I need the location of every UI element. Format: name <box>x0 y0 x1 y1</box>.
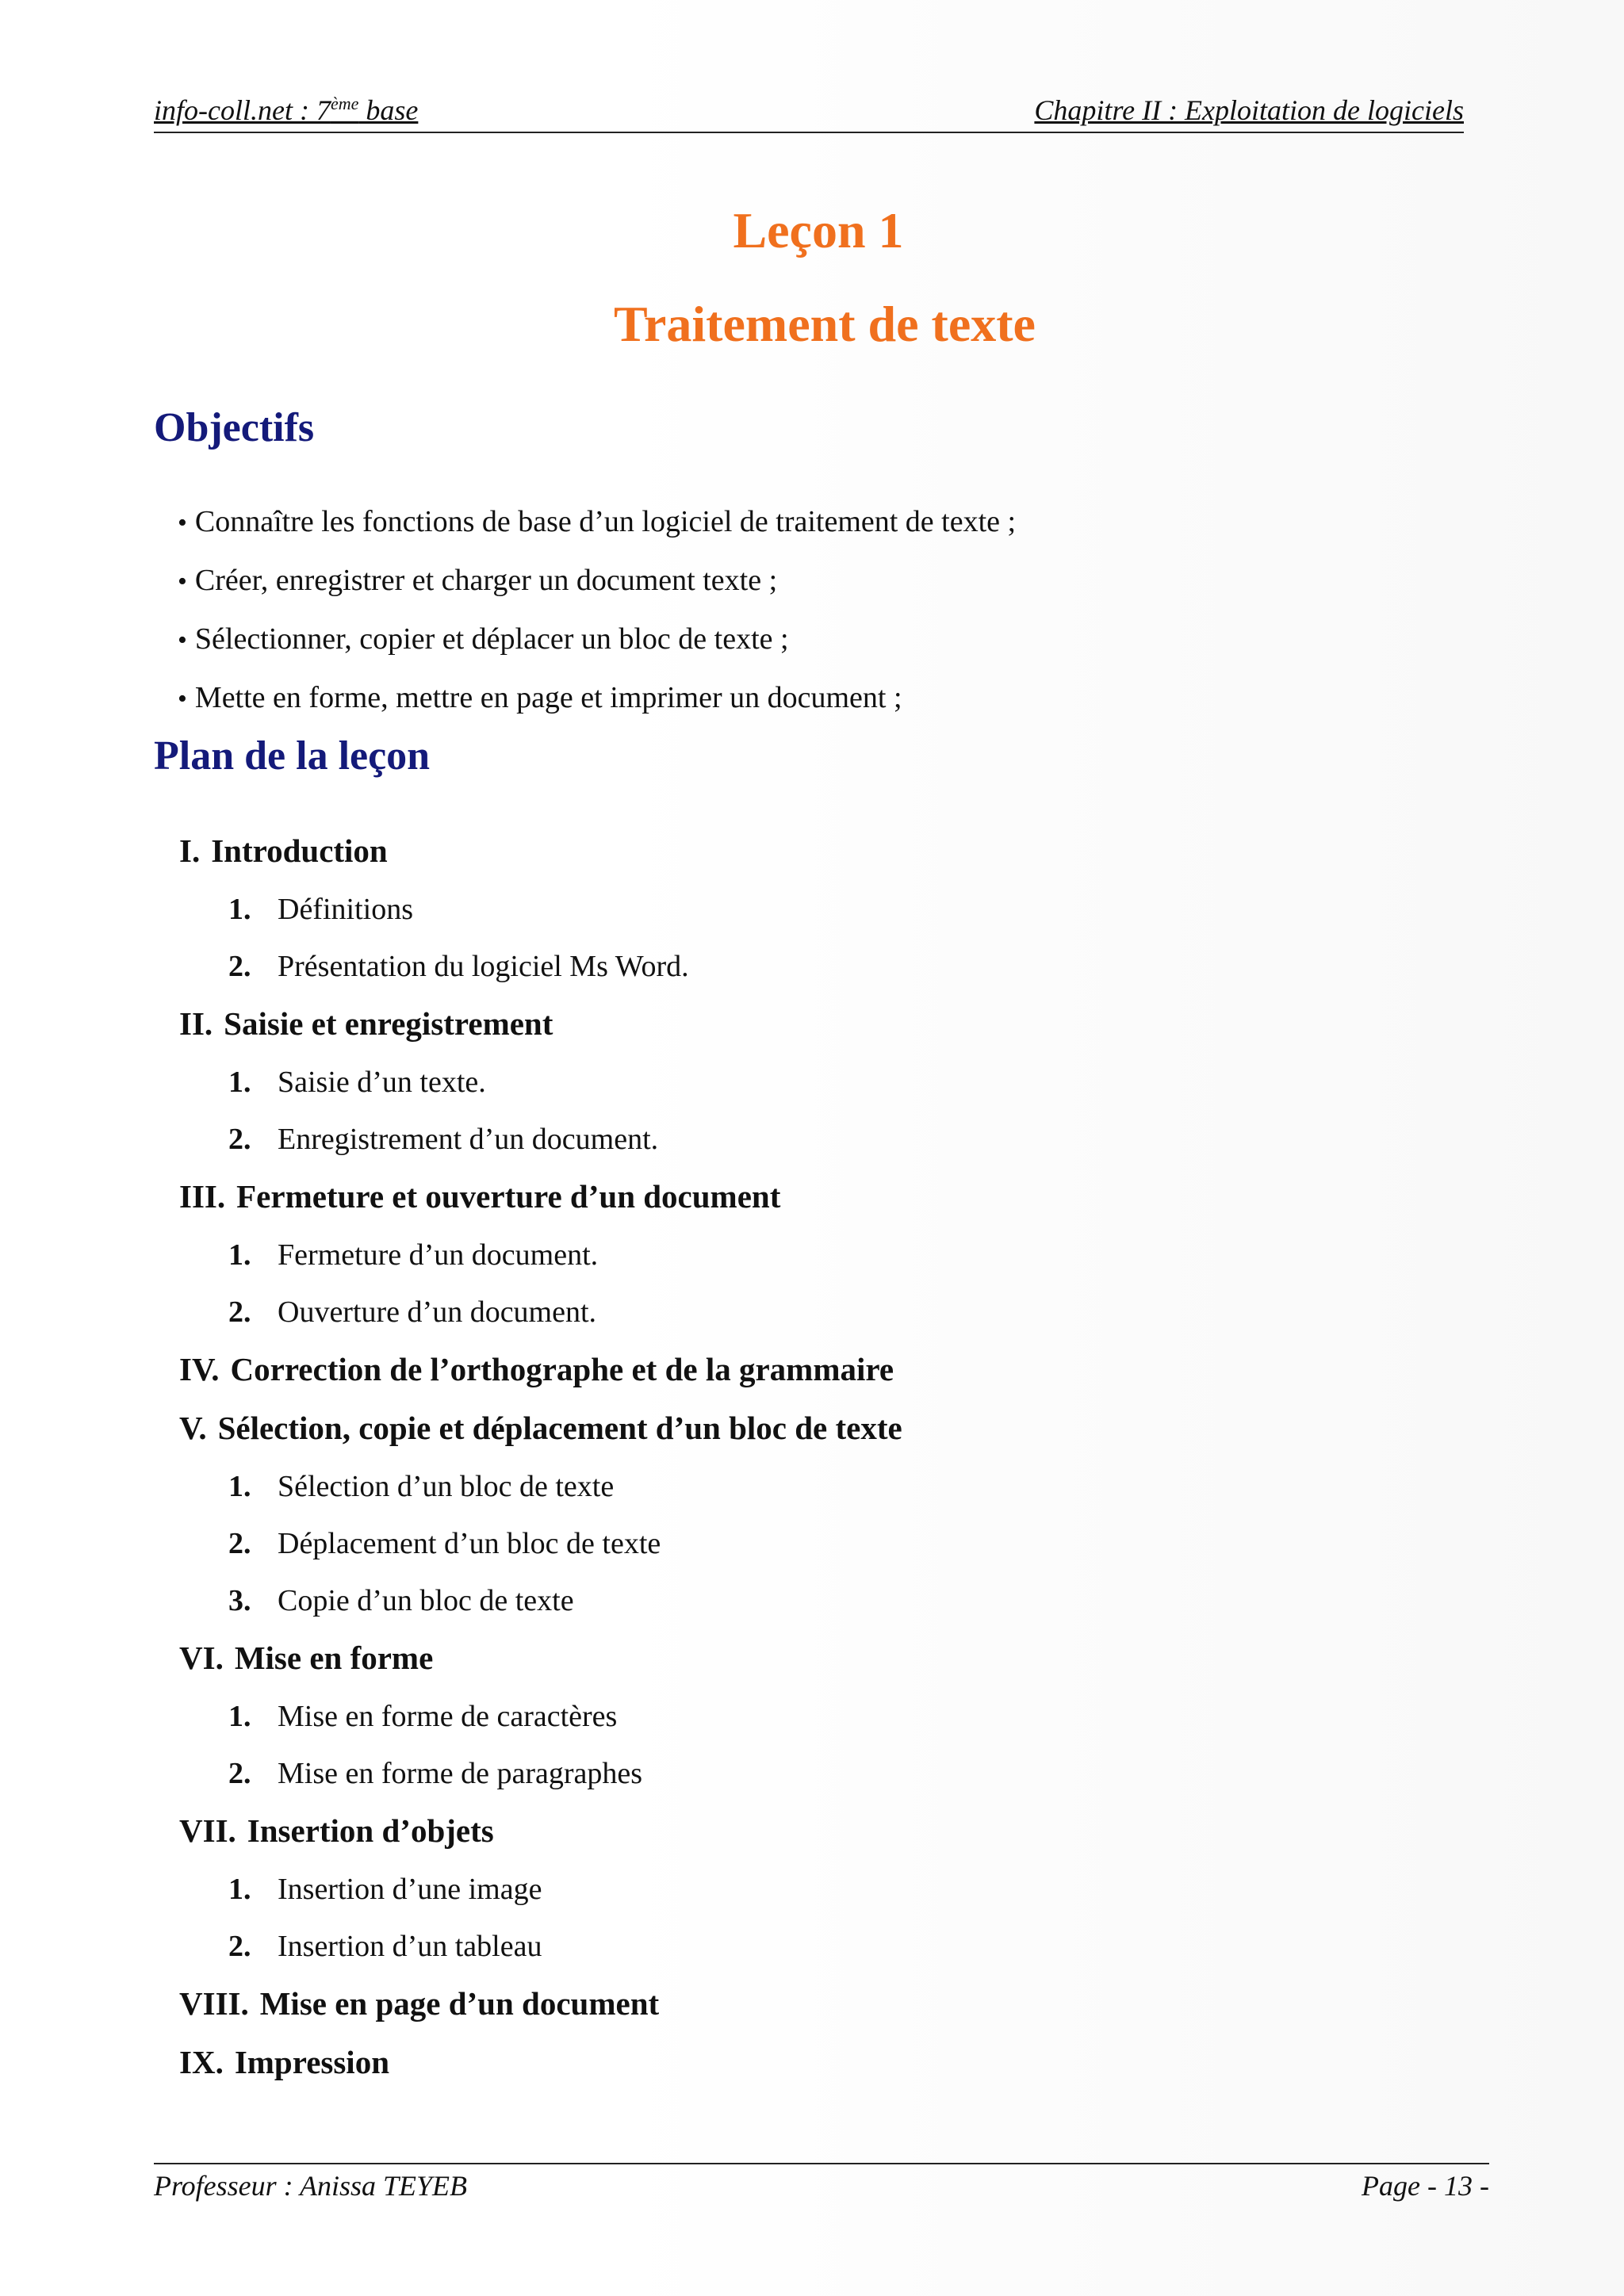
plan-part-title: Sélection, copie et déplacement d’un bloc de texte <box>217 1410 902 1446</box>
plan-subsection-text: Sélection d’un bloc de texte <box>278 1470 615 1503</box>
plan-subsection <box>179 1690 902 1747</box>
plan-subsection <box>179 1517 902 1575</box>
plan-subsection-number: 2. <box>228 1527 251 1560</box>
plan-part-number: II. <box>179 1005 213 1042</box>
plan-subsection-number: 2. <box>228 1757 251 1790</box>
plan-part-title: Saisie et enregistrement <box>224 1005 553 1042</box>
plan-subsection-number: 1. <box>228 1873 251 1906</box>
list-item: • Créer, enregistrer et charger un document texte ; <box>178 557 1016 615</box>
plan-part-number: VIII. <box>179 1985 249 2022</box>
plan-part-number: V. <box>179 1410 207 1446</box>
plan-subsection <box>179 883 902 940</box>
plan-subsection <box>179 1920 902 1977</box>
plan-part <box>179 1804 902 1863</box>
header-site: info-coll.net : 7ème base <box>154 94 419 126</box>
plan-part-title: Mise en forme <box>234 1640 434 1676</box>
objectives-heading: Objectifs <box>154 405 315 450</box>
plan-part-title: Mise en page d’un document <box>259 1985 660 2022</box>
plan-part-number: IV. <box>179 1351 220 1387</box>
objectives-list <box>178 498 1016 733</box>
plan-subsection-number: 1. <box>228 1066 251 1099</box>
plan-part-number: VII. <box>179 1812 236 1849</box>
plan-subsection-text: Saisie d’un texte. <box>278 1066 486 1099</box>
plan-part <box>179 997 902 1056</box>
plan-subsection-number: 2. <box>228 950 251 983</box>
plan-subsection <box>179 1113 902 1170</box>
plan-subsection <box>179 1747 902 1804</box>
plan-part-number: I. <box>179 832 201 869</box>
plan-part-number: IX. <box>179 2044 224 2080</box>
plan-subsection-text: Copie d’un bloc de texte <box>278 1584 574 1617</box>
plan-part <box>179 1977 902 2036</box>
plan-part-title: Fermeture et ouverture d’un document <box>236 1178 781 1215</box>
plan-subsection-text: Ouverture d’un document. <box>278 1295 597 1329</box>
plan-subsection-number: 3. <box>228 1584 251 1617</box>
plan-part <box>179 1343 902 1402</box>
page-header <box>154 92 1464 133</box>
plan-subsection-text: Mise en forme de paragraphes <box>278 1757 643 1790</box>
plan-part-number: VI. <box>179 1640 224 1676</box>
plan-subsection-number: 1. <box>228 893 251 926</box>
plan-part <box>179 1170 902 1229</box>
plan-subsection-number: 1. <box>228 1470 251 1503</box>
plan-subsection-number: 1. <box>228 1700 251 1733</box>
plan-subsection <box>179 1229 902 1286</box>
plan-subsection-text: Fermeture d’un document. <box>278 1238 599 1272</box>
plan-subsection-number: 2. <box>228 1295 251 1329</box>
plan-subsection-number: 2. <box>228 1930 251 1963</box>
plan-subsection-number: 2. <box>228 1123 251 1156</box>
plan-subsection-text: Définitions <box>278 893 413 926</box>
plan-subsection-text: Déplacement d’un bloc de texte <box>278 1527 661 1560</box>
plan-subsection <box>179 1460 902 1517</box>
plan-part <box>179 2036 902 2095</box>
plan-part-title: Impression <box>234 2044 389 2080</box>
plan-part-number: III. <box>179 1178 226 1215</box>
plan-heading: Plan de la leçon <box>154 733 431 779</box>
plan-subsection <box>179 1056 902 1113</box>
list-item: • Mette en forme, mettre en page et imprimer un document ; <box>178 674 1016 733</box>
plan-subsection-text: Enregistrement d’un document. <box>278 1123 659 1156</box>
plan-part-title: Correction de l’orthographe et de la grammaire <box>230 1351 894 1387</box>
plan-subsection <box>179 940 902 997</box>
lesson-plan <box>179 825 902 2095</box>
plan-subsection-text: Insertion d’une image <box>278 1873 542 1906</box>
header-chapter: Chapitre II : Exploitation de logiciels <box>1034 94 1464 126</box>
lesson-title: Traitement de texte <box>614 296 1036 352</box>
footer-teacher: Professeur : Anissa TEYEB <box>154 2170 468 2202</box>
plan-subsection-text: Mise en forme de caractères <box>278 1700 618 1733</box>
plan-subsection <box>179 1286 902 1343</box>
plan-subsection <box>179 1575 902 1632</box>
plan-subsection <box>179 1863 902 1920</box>
plan-part-title: Introduction <box>211 832 388 869</box>
list-item: • Sélectionner, copier et déplacer un bloc de texte ; <box>178 615 1016 674</box>
plan-subsection-text: Insertion d’un tableau <box>278 1930 542 1963</box>
plan-part <box>179 1632 902 1690</box>
plan-part-title: Insertion d’objets <box>247 1812 494 1849</box>
plan-subsection-number: 1. <box>228 1238 251 1272</box>
lesson-number: Leçon 1 <box>733 202 904 258</box>
plan-subsection-text: Présentation du logiciel Ms Word. <box>278 950 689 983</box>
list-item: • Connaître les fonctions de base d’un logiciel de traitement de texte ; <box>178 498 1016 557</box>
footer-page-number: Page - 13 - <box>1362 2170 1489 2202</box>
page-footer <box>154 2163 1489 2206</box>
plan-part <box>179 1402 902 1460</box>
plan-part <box>179 825 902 883</box>
